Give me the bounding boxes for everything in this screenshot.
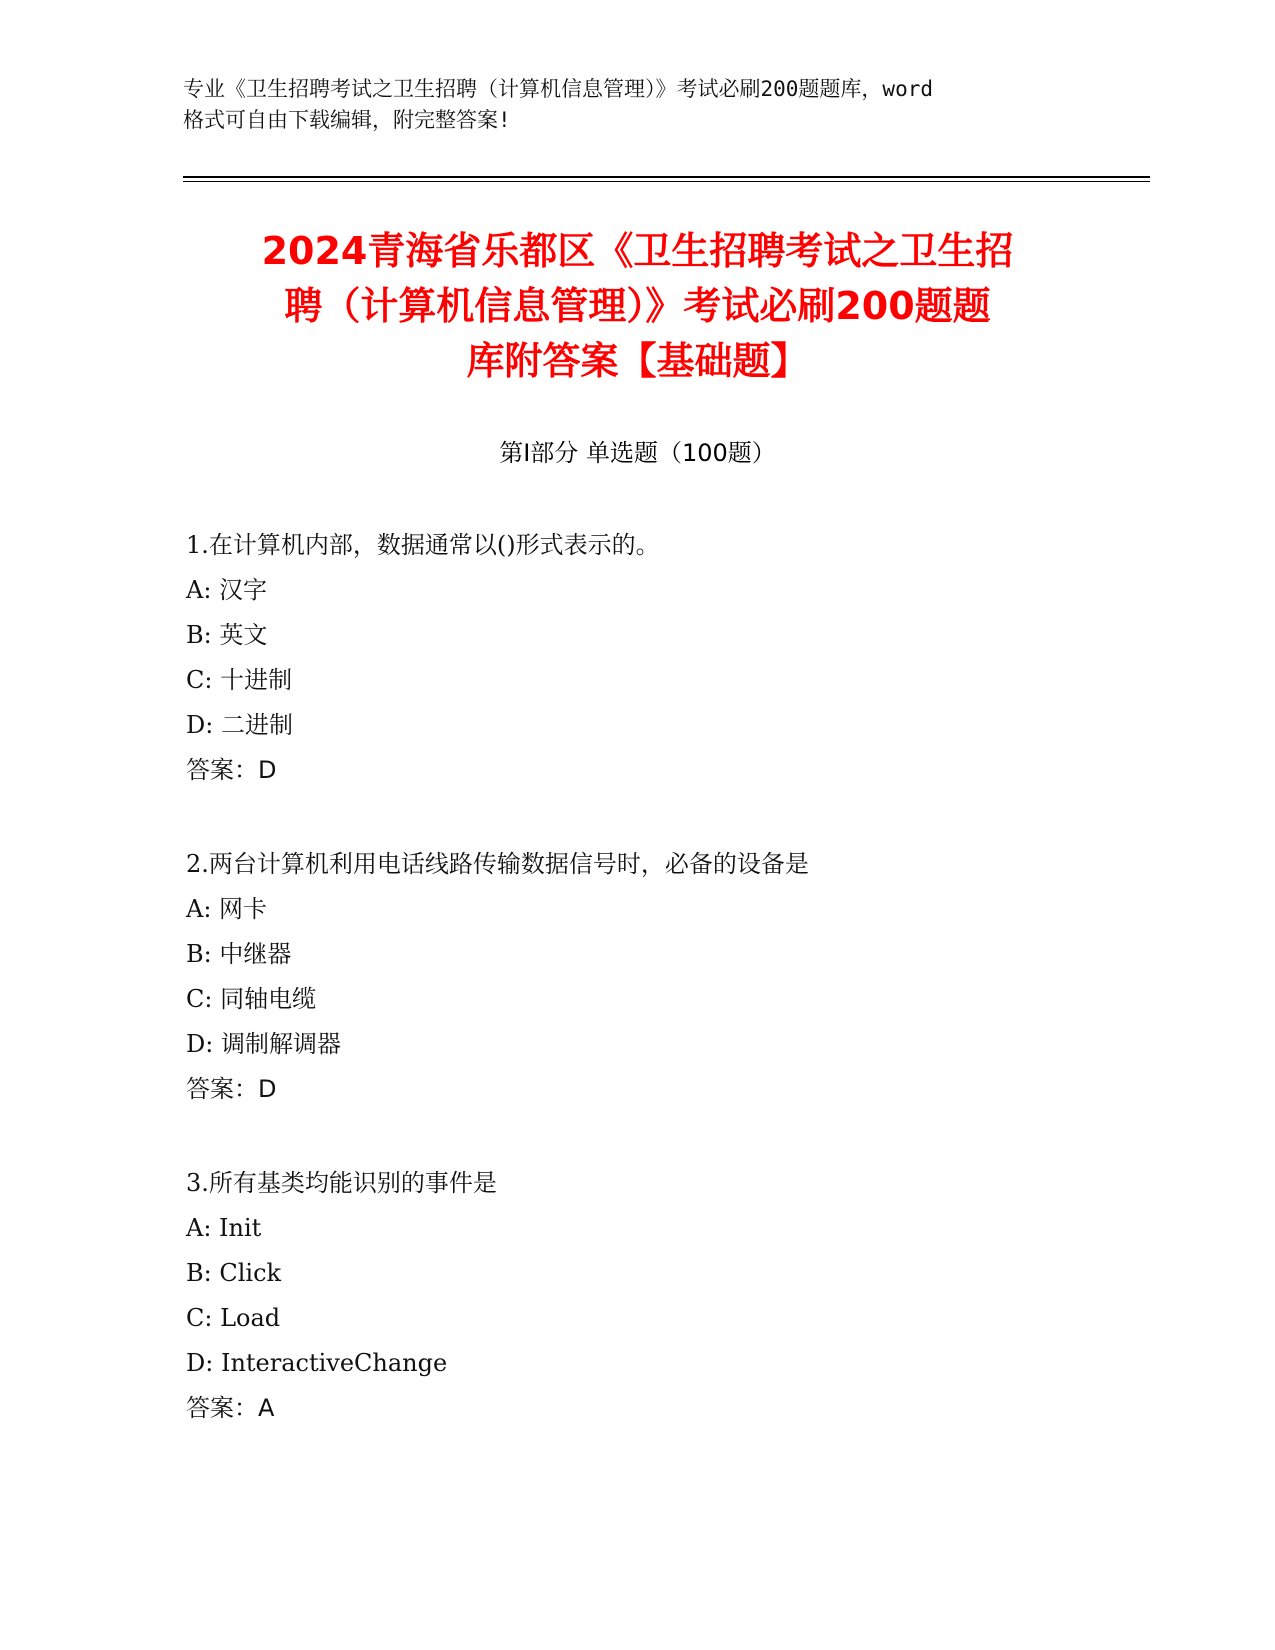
header-divider-thick	[183, 176, 1150, 178]
section-title: 第Ⅰ部分 单选题（100题）	[499, 439, 776, 467]
question-block	[186, 842, 1186, 1112]
option-b: B: 英文	[186, 621, 268, 649]
document-title-line: 聘（计算机信息管理）》考试必刷200题题	[284, 284, 991, 328]
answer-label: 答案：A	[186, 1394, 275, 1422]
option-c: C: 同轴电缆	[186, 985, 317, 1013]
option-a: A: Init	[186, 1214, 262, 1242]
option-c: C: 十进制	[186, 666, 293, 694]
question-block	[186, 1161, 1186, 1431]
option-b: B: Click	[186, 1259, 282, 1287]
question-block	[186, 523, 1186, 793]
document-title-line: 库附答案【基础题】	[466, 339, 809, 383]
document-title	[140, 224, 1135, 389]
option-a: A: 网卡	[186, 895, 268, 923]
header-divider-thin	[183, 181, 1150, 182]
question-stem: 2.两台计算机利用电话线路传输数据信号时，必备的设备是	[186, 850, 809, 878]
header-note	[183, 74, 1083, 136]
option-c: C: Load	[186, 1304, 281, 1332]
option-d: D: 调制解调器	[186, 1030, 341, 1058]
question-stem: 3.所有基类均能识别的事件是	[186, 1169, 497, 1197]
option-b: B: 中继器	[186, 940, 292, 968]
option-d: D: InteractiveChange	[186, 1349, 448, 1377]
question-stem: 1.在计算机内部，数据通常以()形式表示的。	[186, 531, 660, 559]
document-title-line: 2024青海省乐都区《卫生招聘考试之卫生招	[261, 229, 1014, 273]
option-a: A: 汉字	[186, 576, 268, 604]
option-d: D: 二进制	[186, 711, 293, 739]
header-note-line: 格式可自由下载编辑，附完整答案!	[183, 108, 511, 132]
answer-label: 答案：D	[186, 756, 277, 784]
answer-label: 答案：D	[186, 1075, 277, 1103]
header-note-line: 专业《卫生招聘考试之卫生招聘（计算机信息管理）》考试必刷200题题库，word	[183, 77, 933, 101]
